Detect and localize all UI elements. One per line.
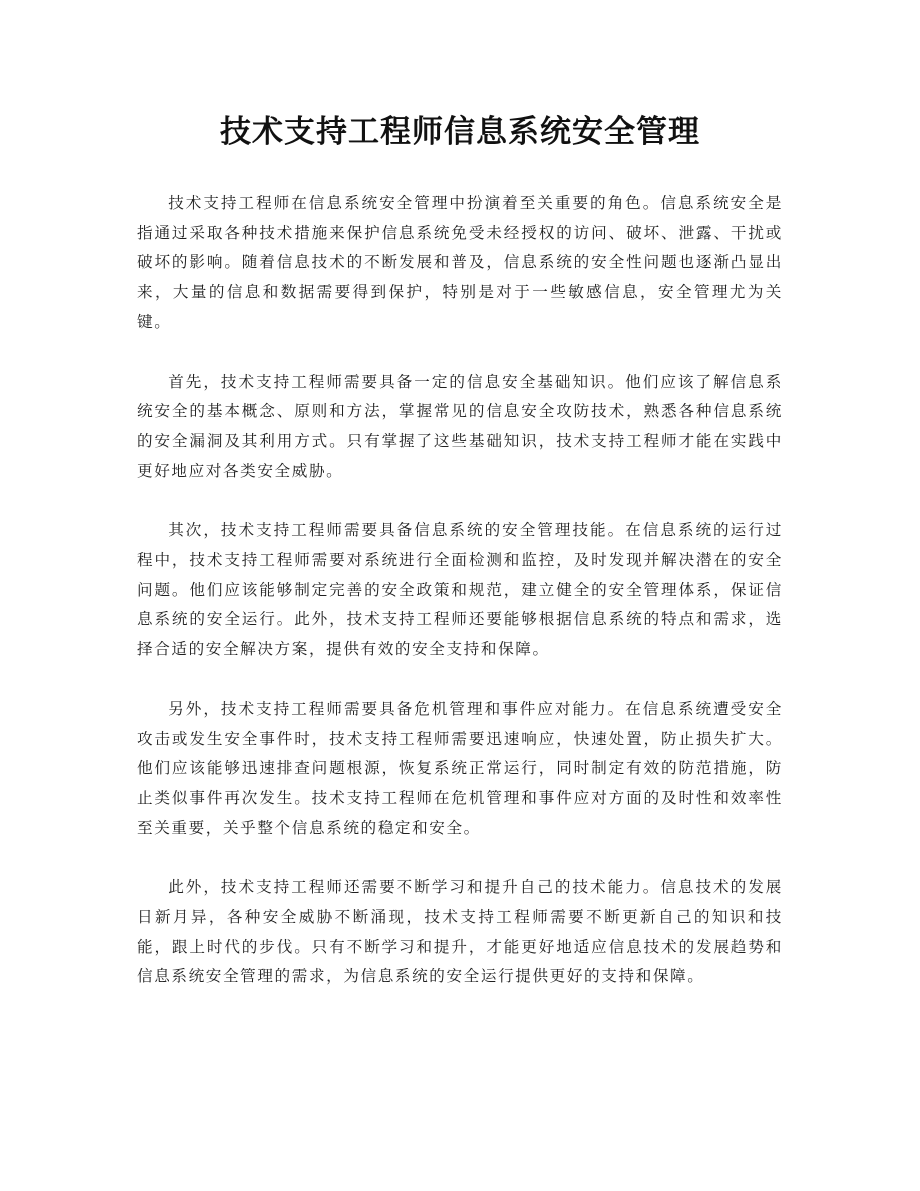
paragraph-1: 技术支持工程师在信息系统安全管理中扮演着至关重要的角色。信息系统安全是指通过采取各种技术措施来保护信息系统免受未经授权的访问、破坏、泄露、干扰或破坏的影响。随着信息技术的不断发展和普及，信息系统的安全性问题也逐渐凸显出来，大量的信息和数据需要得到保护，特别是对于一些敏感信息，安全管理尤为关键。 <box>137 194 783 331</box>
paragraph-3: 其次，技术支持工程师需要具备信息系统的安全管理技能。在信息系统的运行过程中，技术支持工程师需要对系统进行全面检测和监控，及时发现并解决潜在的安全问题。他们应该能够制定完善的安全政策和规范，建立健全的安全管理体系，保证信息系统的安全运行。此外，技术支持工程师还要能够根据信息系统的特点和需求，选择合适的安全解决方案，提供有效的安全支持和保障。 <box>137 521 783 659</box>
paragraph-5: 此外，技术支持工程师还需要不断学习和提升自己的技术能力。信息技术的发展日新月异，各种安全威胁不断涌现，技术支持工程师需要不断更新自己的知识和技能，跟上时代的步伐。只有不断学习和提升，才能更好地适应信息技术的发展趋势和信息系统安全管理的需求，为信息系统的安全运行提供更好的支持和保障。 <box>137 878 783 986</box>
document-title: 技术支持工程师信息系统安全管理 <box>220 114 700 150</box>
paragraph-2: 首先，技术支持工程师需要具备一定的信息安全基础知识。他们应该了解信息系统安全的基本概念、原则和方法，掌握常见的信息安全攻防技术，熟悉各种信息系统的安全漏洞及其利用方式。只有掌握了这些基础知识，技术支持工程师才能在实践中更好地应对各类安全威胁。 <box>137 372 783 480</box>
document-body <box>137 189 783 992</box>
paragraph-4: 另外，技术支持工程师需要具备危机管理和事件应对能力。在信息系统遭受安全攻击或发生安全事件时，技术支持工程师需要迅速响应，快速处置，防止损失扩大。他们应该能够迅速排查问题根源，恢复系统正常运行，同时制定有效的防范措施，防止类似事件再次发生。技术支持工程师在危机管理和事件应对方面的及时性和效率性至关重要，关乎整个信息系统的稳定和安全。 <box>137 699 783 837</box>
